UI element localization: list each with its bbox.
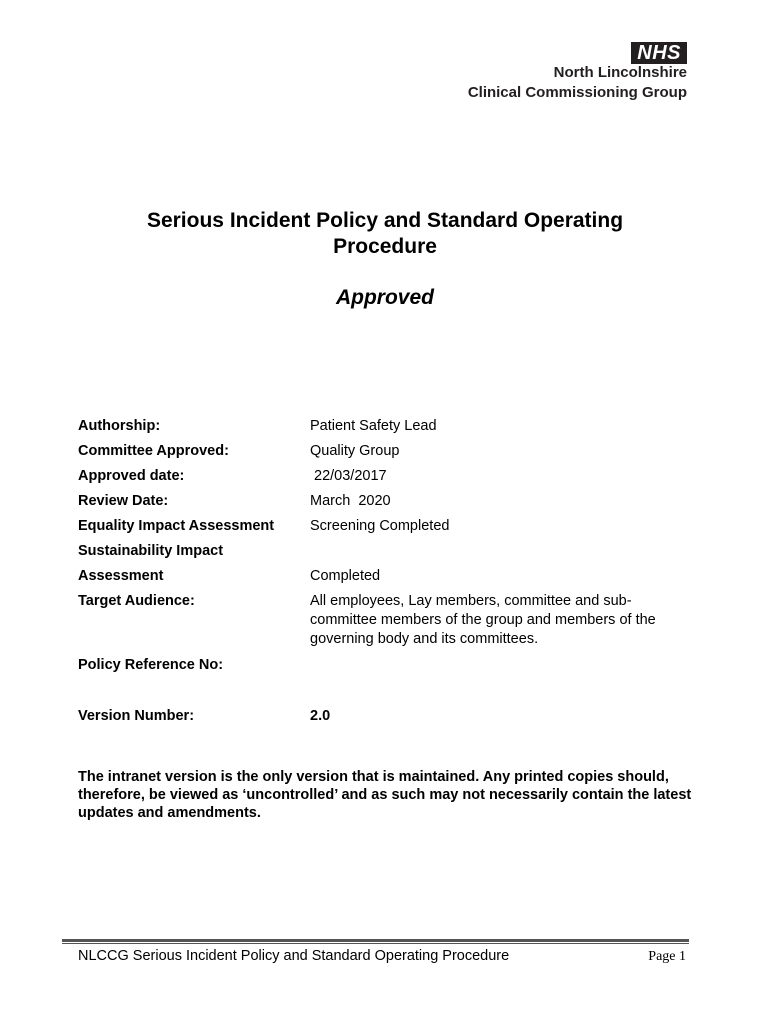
footer-divider bbox=[62, 939, 689, 944]
title-line2: Procedure bbox=[333, 235, 437, 258]
equality-label: Equality Impact Assessment bbox=[78, 518, 275, 534]
assessment-label: Assessment bbox=[78, 568, 164, 584]
review-date-value: March 2020 bbox=[310, 493, 391, 509]
meta-row-approved-date bbox=[78, 467, 698, 492]
footer-document-name: NLCCG Serious Incident Policy and Standard Operating Procedure bbox=[78, 948, 510, 964]
meta-row-assessment bbox=[78, 567, 698, 592]
assessment-value: Completed bbox=[310, 568, 381, 584]
meta-row-equality bbox=[78, 517, 698, 542]
authorship-value: Patient Safety Lead bbox=[310, 418, 437, 434]
version-value: 2.0 bbox=[310, 708, 331, 724]
uncontrolled-copy-notice: The intranet version is the only version that is maintained. Any printed copies should, therefore, be viewed as ‘uncontrolled’ and as such may not necessarily contain the latest updates and amendments. bbox=[78, 769, 692, 821]
meta-row-review-date bbox=[78, 492, 698, 517]
policy-ref-label: Policy Reference No: bbox=[78, 657, 224, 673]
review-date-label: Review Date: bbox=[78, 493, 169, 509]
committee-value: Quality Group bbox=[310, 443, 400, 459]
meta-row-sustainability bbox=[78, 542, 698, 567]
meta-row-authorship bbox=[78, 417, 698, 442]
version-label: Version Number: bbox=[78, 708, 195, 724]
page-number: Page 1 bbox=[648, 949, 686, 964]
meta-row-committee bbox=[78, 442, 698, 467]
title-line1: Serious Incident Policy and Standard Operating bbox=[146, 209, 624, 232]
sustainability-label: Sustainability Impact bbox=[78, 543, 224, 559]
meta-row-policy-ref bbox=[78, 656, 698, 707]
org-name-line1: North Lincolnshire bbox=[553, 64, 687, 81]
nhs-logo bbox=[427, 42, 687, 104]
document-title bbox=[0, 208, 770, 260]
org-name-line2: Clinical Commissioning Group bbox=[467, 84, 687, 101]
equality-value: Screening Completed bbox=[310, 518, 450, 534]
audience-value: All employees, Lay members, committee and sub-committee members of the group and members of the governing body and its committees. bbox=[310, 593, 656, 647]
committee-label: Committee Approved: bbox=[78, 443, 229, 459]
authorship-label: Authorship: bbox=[78, 418, 161, 434]
audience-label: Target Audience: bbox=[78, 593, 195, 609]
meta-row-version bbox=[78, 707, 698, 732]
meta-row-audience bbox=[78, 592, 698, 656]
document-metadata bbox=[78, 417, 698, 732]
approved-date-label: Approved date: bbox=[78, 468, 185, 484]
approval-status: Approved bbox=[335, 286, 434, 309]
nhs-badge: NHS bbox=[631, 42, 687, 64]
approved-date-value: 22/03/2017 bbox=[314, 468, 387, 484]
